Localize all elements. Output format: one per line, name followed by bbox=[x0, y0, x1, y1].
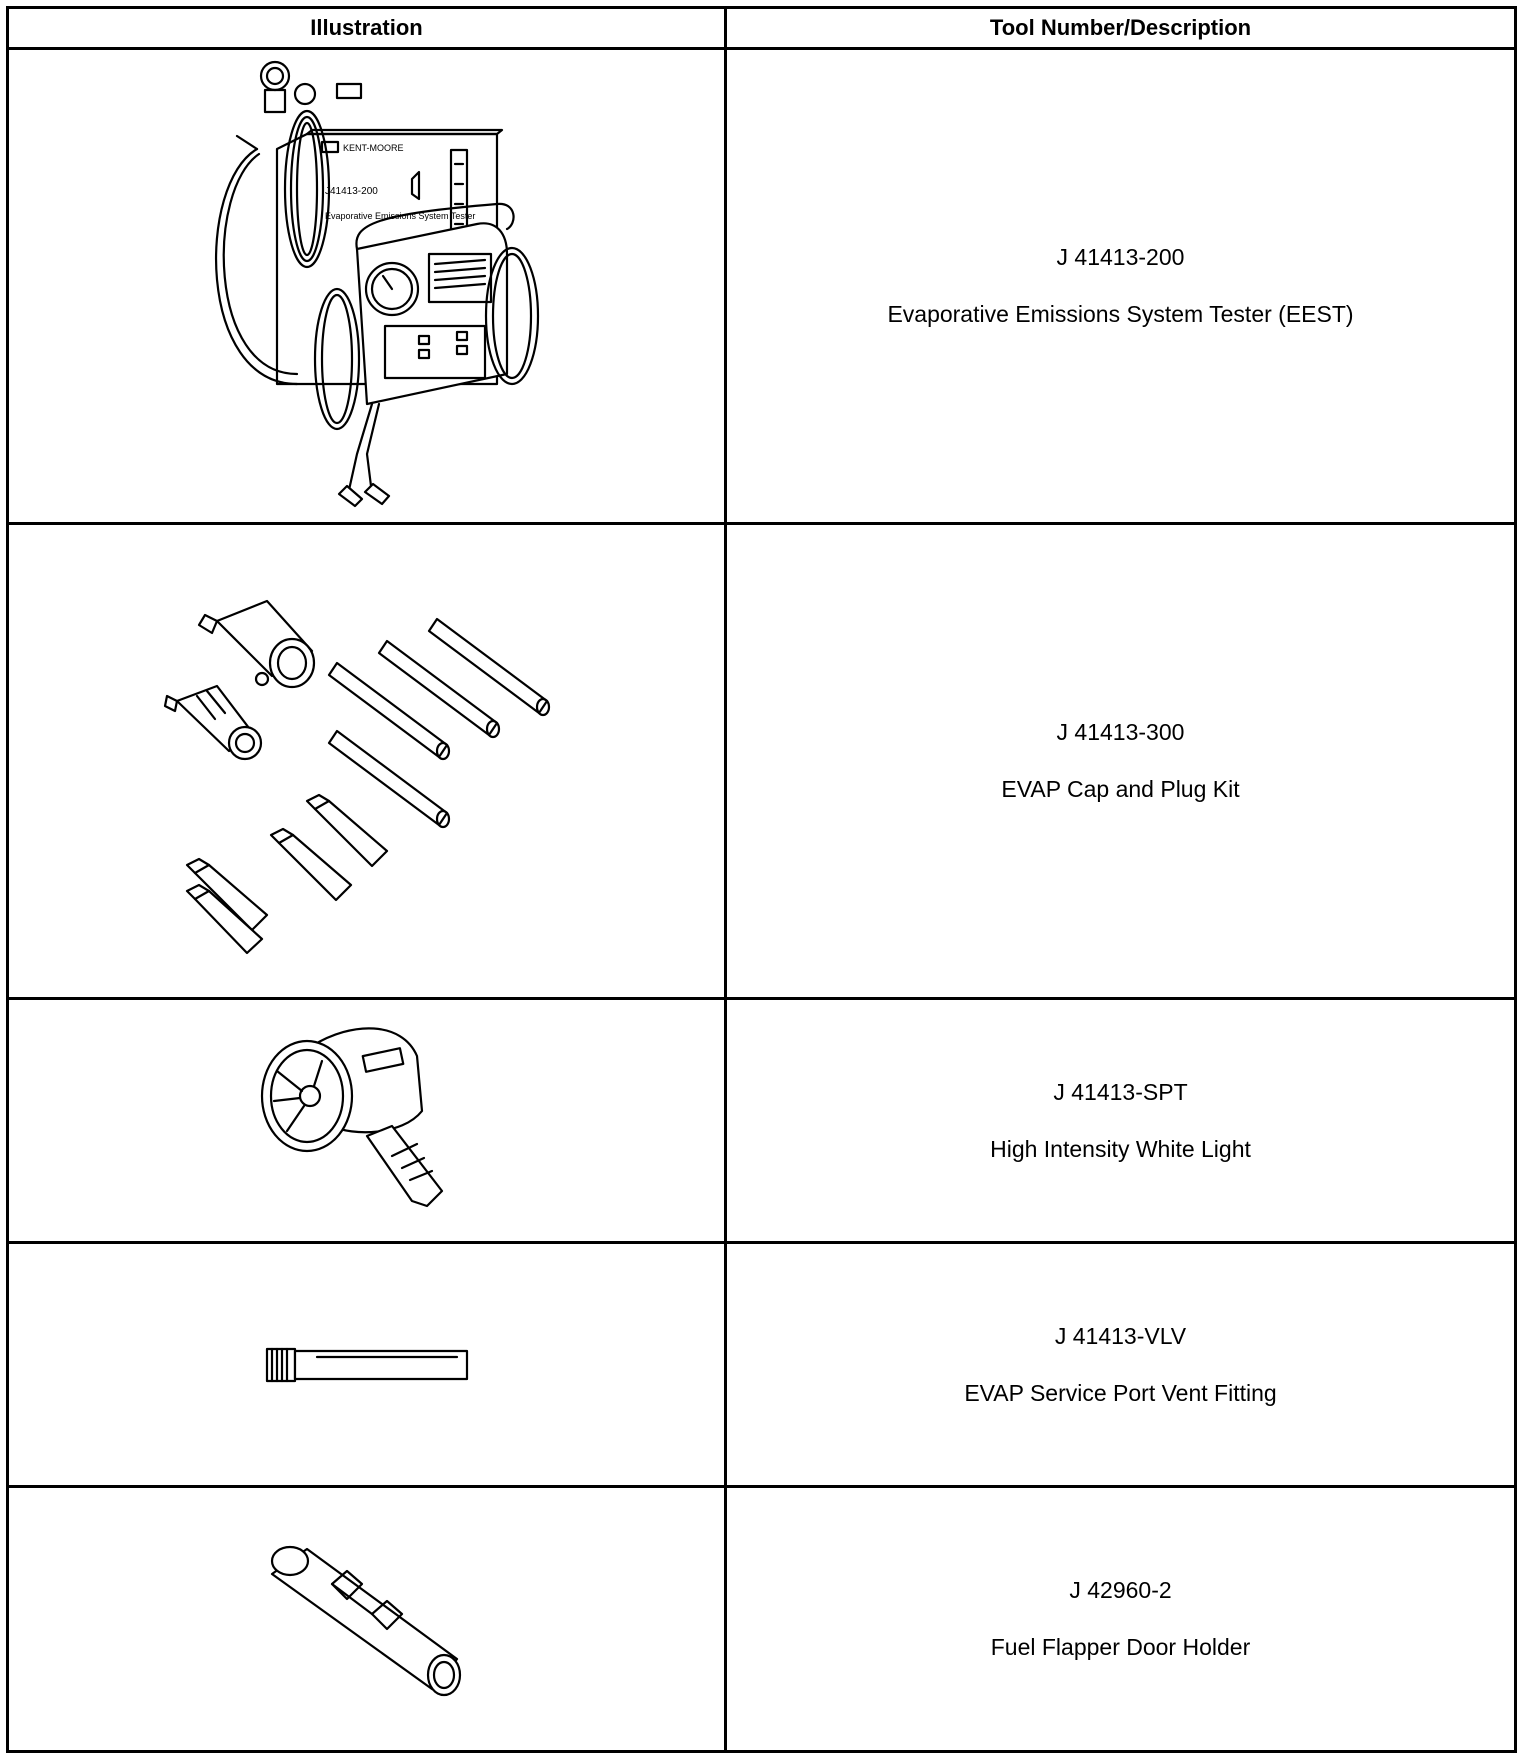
evap-tester-illustration bbox=[157, 54, 577, 519]
tool-description-cell bbox=[726, 999, 1516, 1243]
tool-description-cell bbox=[726, 1243, 1516, 1487]
tool-description: High Intensity White Light bbox=[990, 1135, 1251, 1162]
table-row bbox=[8, 49, 1516, 524]
header-row bbox=[8, 8, 1516, 49]
vent-fitting-illustration bbox=[257, 1335, 477, 1395]
illustration-cell bbox=[8, 49, 726, 524]
header-illustration: Illustration bbox=[8, 8, 726, 49]
tool-description: Fuel Flapper Door Holder bbox=[990, 1634, 1251, 1660]
tool-description-cell bbox=[726, 49, 1516, 524]
illustration-cell bbox=[8, 1487, 726, 1752]
cap-plug-kit-illustration bbox=[137, 551, 597, 971]
illustration-cell bbox=[8, 1243, 726, 1487]
tool-description: EVAP Service Port Vent Fitting bbox=[964, 1379, 1277, 1406]
tool-number: J 42960-2 bbox=[1069, 1577, 1172, 1603]
table-row bbox=[8, 999, 1516, 1243]
flapper-door-holder-illustration bbox=[252, 1529, 482, 1709]
tool-number: J 41413-300 bbox=[1056, 719, 1185, 745]
header-tool-number: Tool Number/Description bbox=[726, 8, 1516, 49]
white-light-illustration bbox=[252, 1016, 482, 1226]
model-text: J41413-200 bbox=[324, 185, 378, 197]
table-row bbox=[8, 1243, 1516, 1487]
tool-description-cell bbox=[726, 1487, 1516, 1752]
tool-description: EVAP Cap and Plug Kit bbox=[1001, 776, 1240, 802]
panel-name-text: Evaporative Emissions System Tester bbox=[324, 210, 475, 221]
tool-number: J 41413-SPT bbox=[1053, 1078, 1188, 1105]
table-row bbox=[8, 1487, 1516, 1752]
tool-description: Evaporative Emissions System Tester (EEST) bbox=[887, 301, 1354, 327]
tool-number: J 41413-200 bbox=[1056, 244, 1185, 270]
brand-text: KENT-MOORE bbox=[342, 142, 404, 153]
table-row bbox=[8, 524, 1516, 999]
tool-description-cell bbox=[726, 524, 1516, 999]
special-tools-table bbox=[6, 6, 1517, 1753]
illustration-cell bbox=[8, 524, 726, 999]
tool-number: J 41413-VLV bbox=[1054, 1322, 1187, 1349]
illustration-cell bbox=[8, 999, 726, 1243]
